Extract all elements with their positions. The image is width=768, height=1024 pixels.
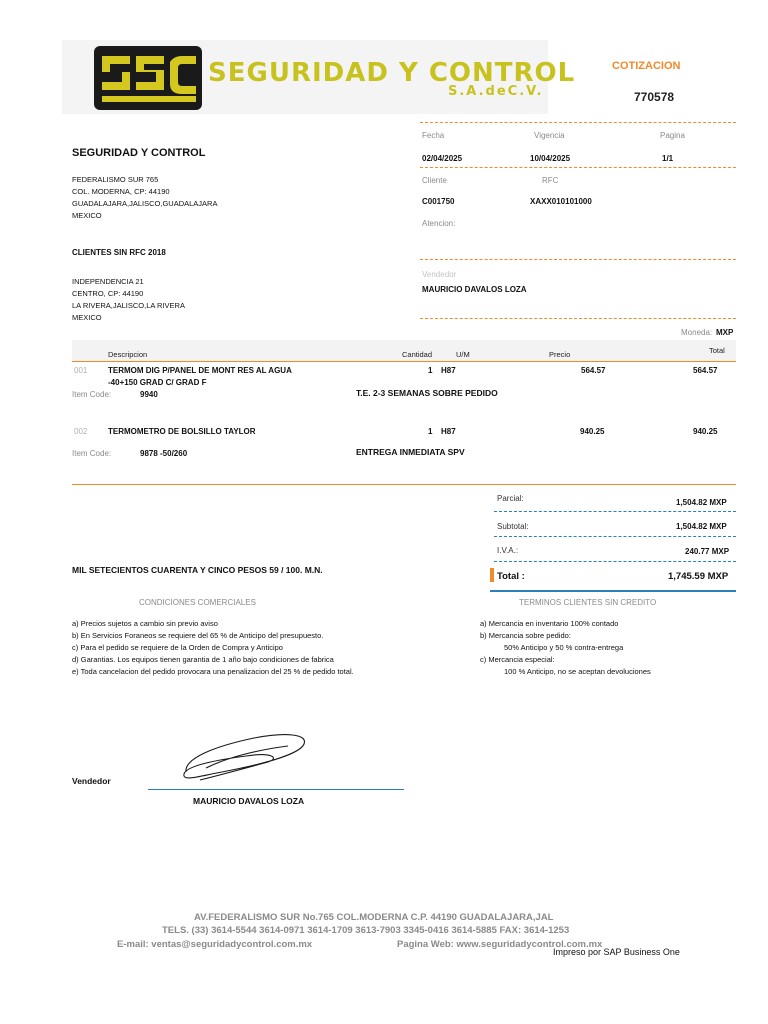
col-total: Total <box>709 346 725 355</box>
table-bottom-divider <box>72 484 736 485</box>
total-accent-bar <box>490 568 494 582</box>
item-quantity: 1 <box>428 366 433 375</box>
client-address-line: INDEPENDENCIA 21 <box>72 277 144 286</box>
pagina-label: Pagina <box>660 131 685 140</box>
item-um: H87 <box>441 427 456 436</box>
company-logo-text: SEGURIDAD Y CONTROL <box>208 58 576 88</box>
total-value: 1,745.59 MXP <box>668 571 729 582</box>
item-number: 001 <box>74 366 88 375</box>
condition-line: c) Para el pedido se requiere de la Orden de Compra y Anticipo <box>72 643 283 652</box>
rfc-value: XAXX010101000 <box>530 197 592 206</box>
subtotal-label: Subtotal: <box>497 522 529 531</box>
footer-phones: TELS. (33) 3614-5544 3614-0971 3614-1709 3613-7903 3345-0416 3614-5885 FAX: 3614-1253 <box>162 925 570 936</box>
client-address-line: CENTRO, CP: 44190 <box>72 289 144 298</box>
item-code: 9940 <box>140 390 158 399</box>
divider <box>420 259 736 260</box>
issuer-address-line: FEDERALISMO SUR 765 <box>72 175 159 184</box>
signature-label: Vendedor <box>72 776 111 786</box>
col-cantidad: Cantidad <box>402 350 433 359</box>
printed-by: Impreso por SAP Business One <box>553 947 680 957</box>
client-address-line: MEXICO <box>72 313 102 322</box>
signature-name: MAURICIO DAVALOS LOZA <box>193 796 305 806</box>
company-logo-icon <box>92 42 204 114</box>
item-total: 940.25 <box>693 427 718 436</box>
moneda-value: MXP <box>716 328 734 337</box>
amount-in-words: MIL SETECIENTOS CUARENTA Y CINCO PESOS 59 / 100. M.N. <box>72 565 323 575</box>
footer-email[interactable]: E-mail: ventas@seguridadycontrol.com.mx <box>117 939 313 950</box>
condition-line: e) Toda cancelacion del pedido provocara una penalizacion del 25 % de pedido total. <box>72 667 354 676</box>
item-code: 9878 -50/260 <box>140 449 188 458</box>
footer-website[interactable]: Pagina Web: www.seguridadycontrol.com.mx <box>397 939 603 950</box>
document-type: COTIZACION <box>612 60 681 72</box>
document-number: 770578 <box>634 90 675 104</box>
client-name: CLIENTES SIN RFC 2018 <box>72 248 166 257</box>
col-descripcion: Descripcion <box>108 350 148 359</box>
divider <box>420 318 736 319</box>
footer-address: AV.FEDERALISMO SUR No.765 COL.MODERNA C.P. 44190 GUADALAJARA,JAL <box>194 912 554 923</box>
col-precio: Precio <box>549 350 571 359</box>
item-code-label: Item Code: <box>72 449 112 458</box>
term-line: b) Mercancia sobre pedido: <box>480 631 571 640</box>
signature-line <box>148 789 404 790</box>
client-address-line: LA RIVERA,JALISCO,LA RIVERA <box>72 301 185 310</box>
divider <box>494 561 736 562</box>
item-quantity: 1 <box>428 427 433 436</box>
total-label: Total : <box>497 571 525 582</box>
term-line: c) Mercancia especial: <box>480 655 555 664</box>
divider <box>420 122 736 123</box>
item-note: ENTREGA INMEDIATA SPV <box>356 447 465 457</box>
fecha-label: Fecha <box>422 131 445 140</box>
parcial-value: 1,504.82 MXP <box>676 498 727 507</box>
condition-line: a) Precios sujetos a cambio sin previo aviso <box>72 619 218 628</box>
issuer-address-line: COL. MODERNA, CP: 44190 <box>72 187 170 196</box>
cliente-value: C001750 <box>422 197 455 206</box>
iva-value: 240.77 MXP <box>685 547 730 556</box>
terms-title: TERMINOS CLIENTES SIN CREDITO <box>519 598 657 607</box>
rfc-label: RFC <box>542 176 559 185</box>
pagina-value: 1/1 <box>662 154 674 163</box>
fecha-value: 02/04/2025 <box>422 154 463 163</box>
item-note: T.E. 2-3 SEMANAS SOBRE PEDIDO <box>356 388 498 398</box>
col-um: U/M <box>456 350 470 359</box>
item-description: TERMOMETRO DE BOLSILLO TAYLOR <box>108 427 256 436</box>
vigencia-value: 10/04/2025 <box>530 154 571 163</box>
signature-icon <box>176 728 312 786</box>
item-code-label: Item Code: <box>72 390 112 399</box>
moneda-label: Moneda: <box>681 328 713 337</box>
conditions-title: CONDICIONES COMERCIALES <box>139 598 256 607</box>
vigencia-label: Vigencia <box>534 131 565 140</box>
item-description-cont: -40+150 GRAD C/ GRAD F <box>108 378 207 387</box>
cliente-label: Cliente <box>422 176 447 185</box>
issuer-address-line: MEXICO <box>72 211 102 220</box>
divider <box>494 536 736 537</box>
item-um: H87 <box>441 366 456 375</box>
divider <box>420 167 736 168</box>
condition-line: b) En Servicios Foraneos se requiere del 65 % de Anticipo del presupuesto. <box>72 631 324 640</box>
condition-line: d) Garantias. Los equipos tienen garantia de 1 año bajo condiciones de fabrica <box>72 655 334 664</box>
vendedor-label: Vendedor <box>422 270 457 279</box>
term-line: 50% Anticipo y 50 % contra-entrega <box>504 643 624 652</box>
issuer-name: SEGURIDAD Y CONTROL <box>72 147 206 159</box>
term-line: 100 % Anticipo, no se aceptan devoluciones <box>504 667 651 676</box>
item-price: 940.25 <box>580 427 605 436</box>
item-price: 564.57 <box>581 366 606 375</box>
item-number: 002 <box>74 427 88 436</box>
item-description: TERMOM DIG P/PANEL DE MONT RES AL AGUA <box>108 366 292 375</box>
iva-label: I.V.A.: <box>497 546 519 555</box>
parcial-label: Parcial: <box>497 494 524 503</box>
divider <box>494 511 736 512</box>
vendedor-value: MAURICIO DAVALOS LOZA <box>422 285 527 294</box>
subtotal-value: 1,504.82 MXP <box>676 522 727 531</box>
issuer-address-line: GUADALAJARA,JALISCO,GUADALAJARA <box>72 199 218 208</box>
term-line: a) Mercancia en inventario 100% contado <box>480 619 619 628</box>
company-logo-subtext: S.A.deC.V. <box>448 84 544 99</box>
atencion-label: Atencion: <box>422 219 456 228</box>
item-total: 564.57 <box>693 366 718 375</box>
total-underline <box>490 590 736 592</box>
